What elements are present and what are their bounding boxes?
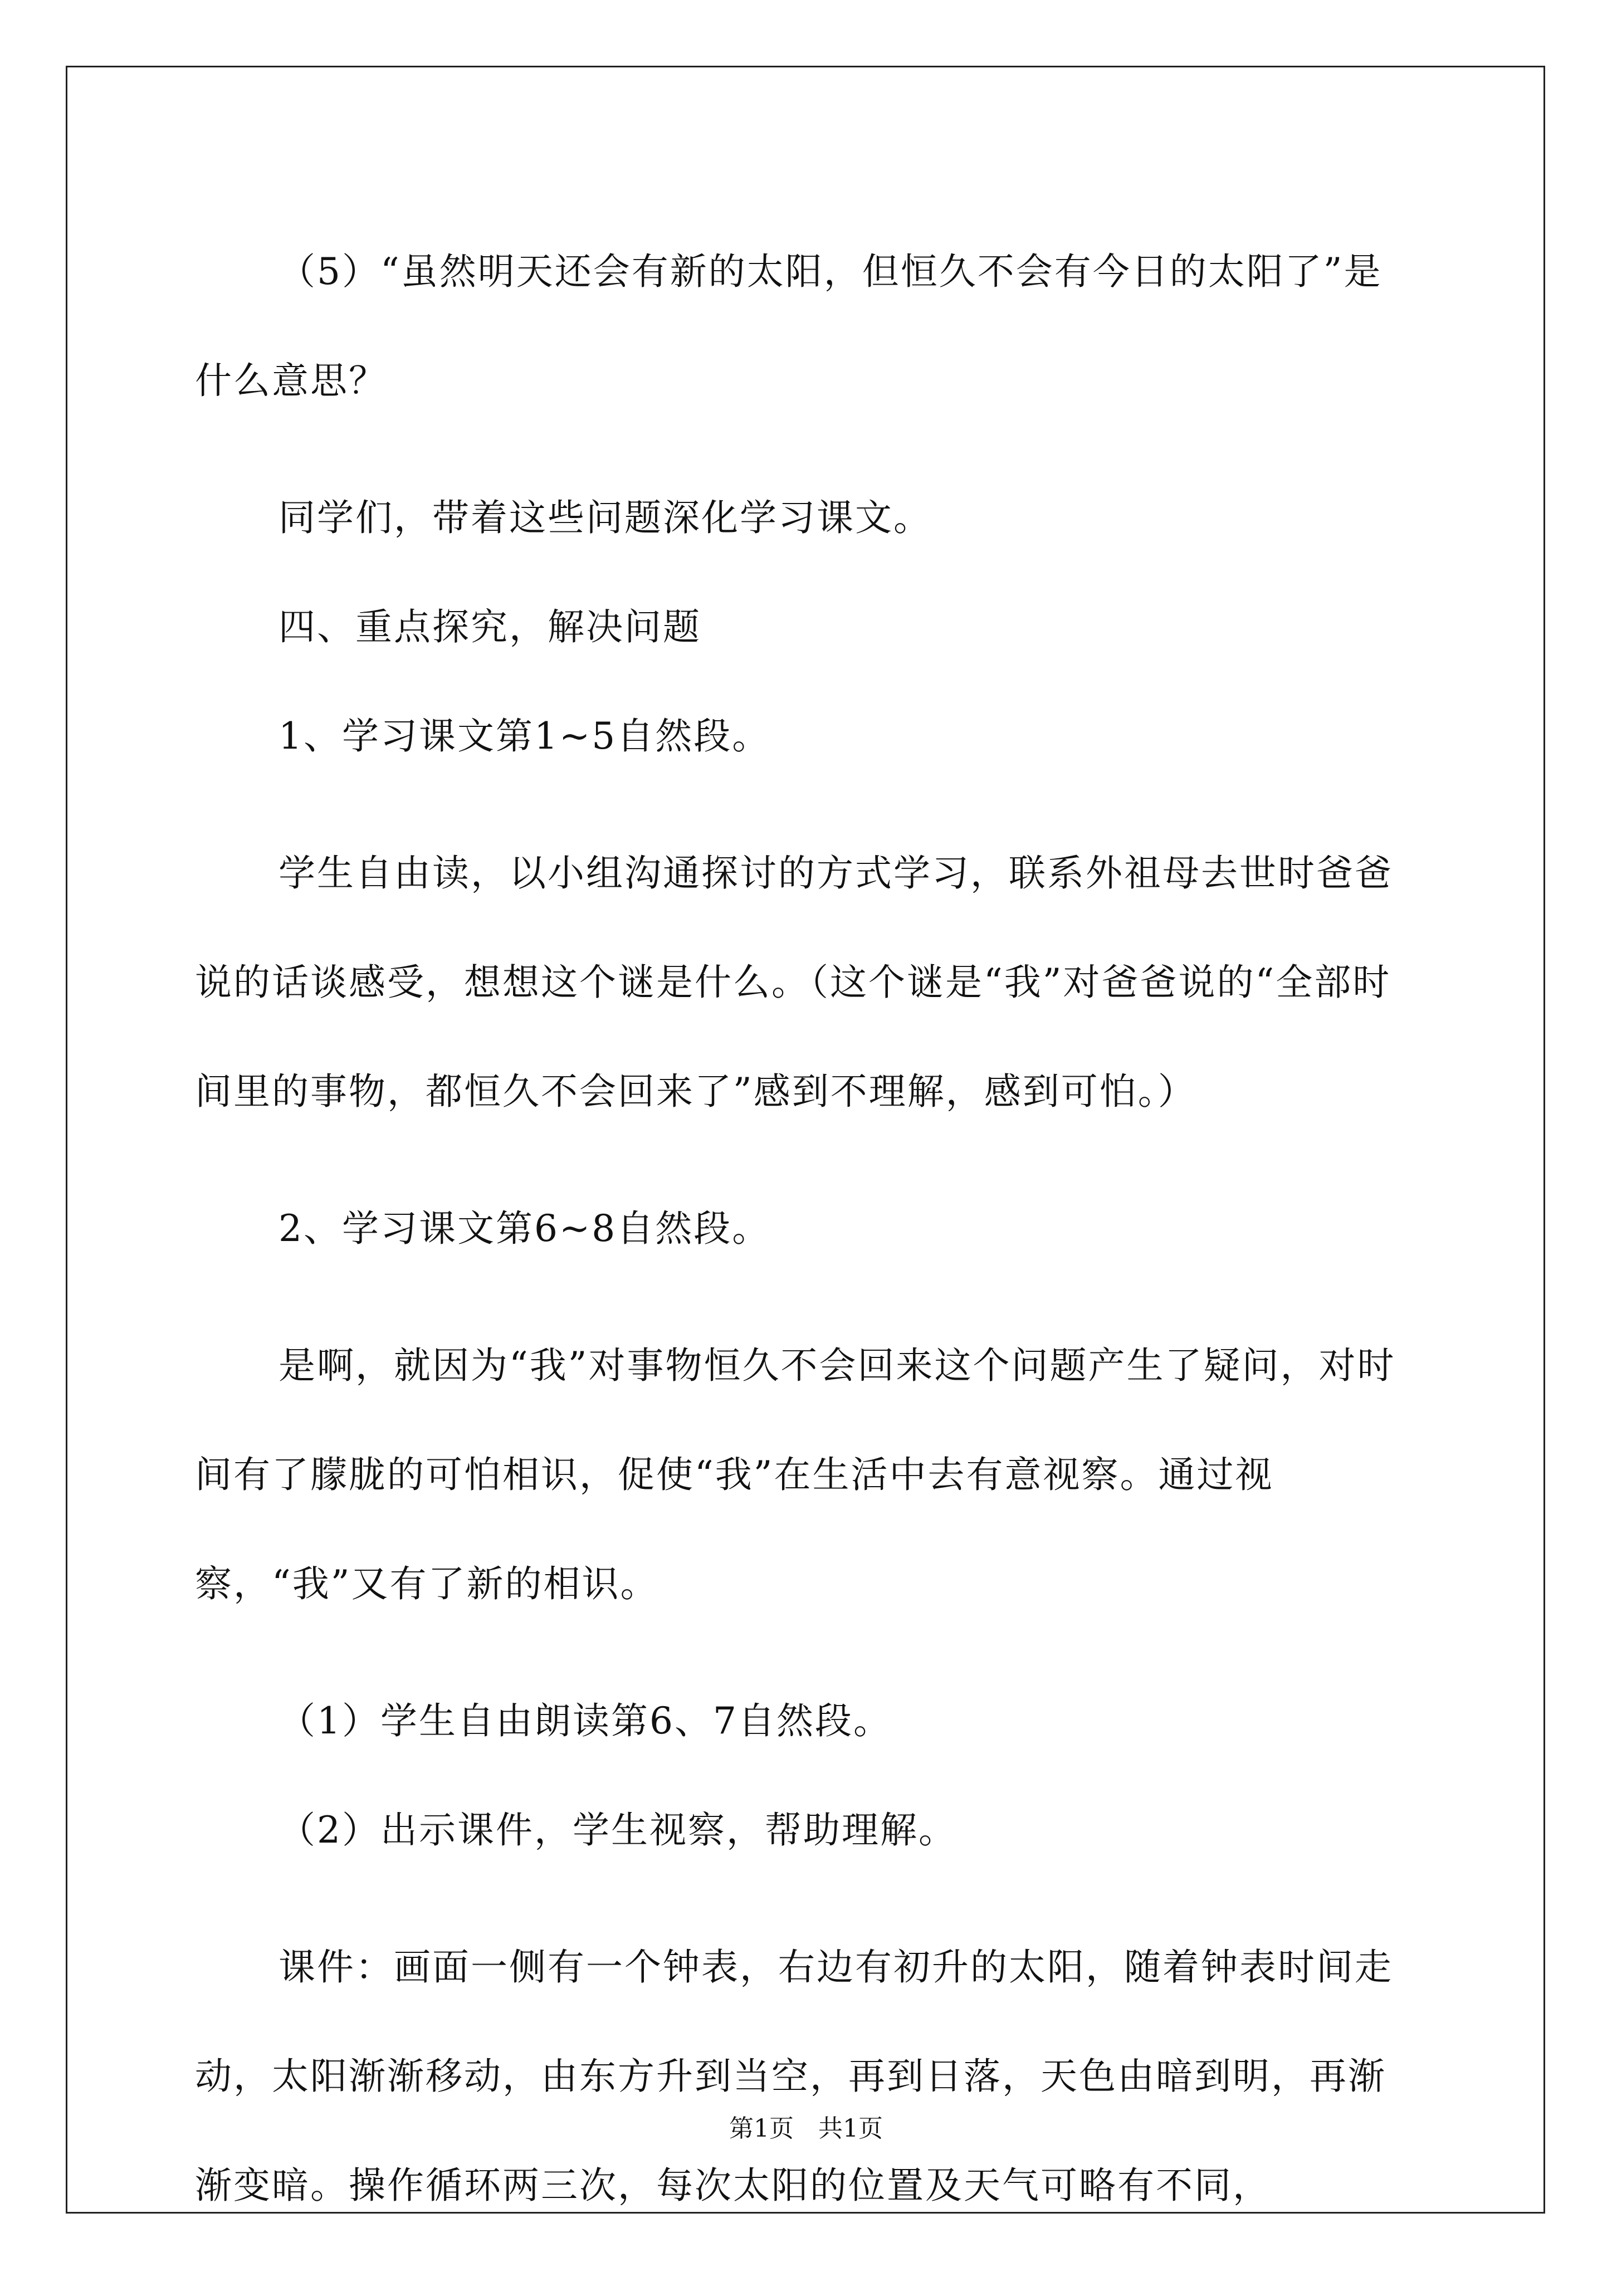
paragraph-step-2: 是啊，就因为“我”对事物恒久不会回来这个问题产生了疑问，对时间有了朦胧的可怕相识，促使“我”在生活中去有意视察。通过视察，“我”又有了新的相识。: [195, 1344, 1396, 1605]
paragraph-step-1: 学生自由读，以小组沟通探讨的方式学习，联系外祖母去世时爸爸说的话谈感受，想想这个谜是什么。（这个谜是“我”对爸爸说的“全部时间里的事物，都恒久不会回来了”感到不理解，感到可怕。）: [195, 852, 1393, 1113]
paragraph-question-5: （5）“虽然明天还会有新的太阳，但恒久不会有今日的太阳了”是什么意思？: [195, 250, 1383, 402]
sub-item-2: （2）出示课件，学生视察，帮助理解。: [279, 1809, 957, 1852]
sub-item-1: （1）学生自由朗读第6、7自然段。: [279, 1699, 892, 1742]
paragraph-intro: 同学们，带着这些问题深化学习课文。: [279, 496, 932, 539]
page-footer: 第1页 共1页: [729, 2114, 883, 2143]
paragraph-courseware: 课件：画面一侧有一个钟表，右边有初升的太阳，随着钟表时间走动，太阳渐渐移动，由东方升到当空，再到日落，天色由暗到明，再渐渐变暗。操作循环两三次，每次太阳的位置及天气可略有不同，: [195, 1946, 1393, 2207]
step-2-heading: 2、学习课文第6~8自然段。: [279, 1207, 771, 1250]
step-1-heading: 1、学习课文第1~5自然段。: [279, 715, 771, 758]
document-body: [195, 217, 1409, 2296]
section-heading-4: 四、重点探究，解决问题: [279, 605, 701, 648]
